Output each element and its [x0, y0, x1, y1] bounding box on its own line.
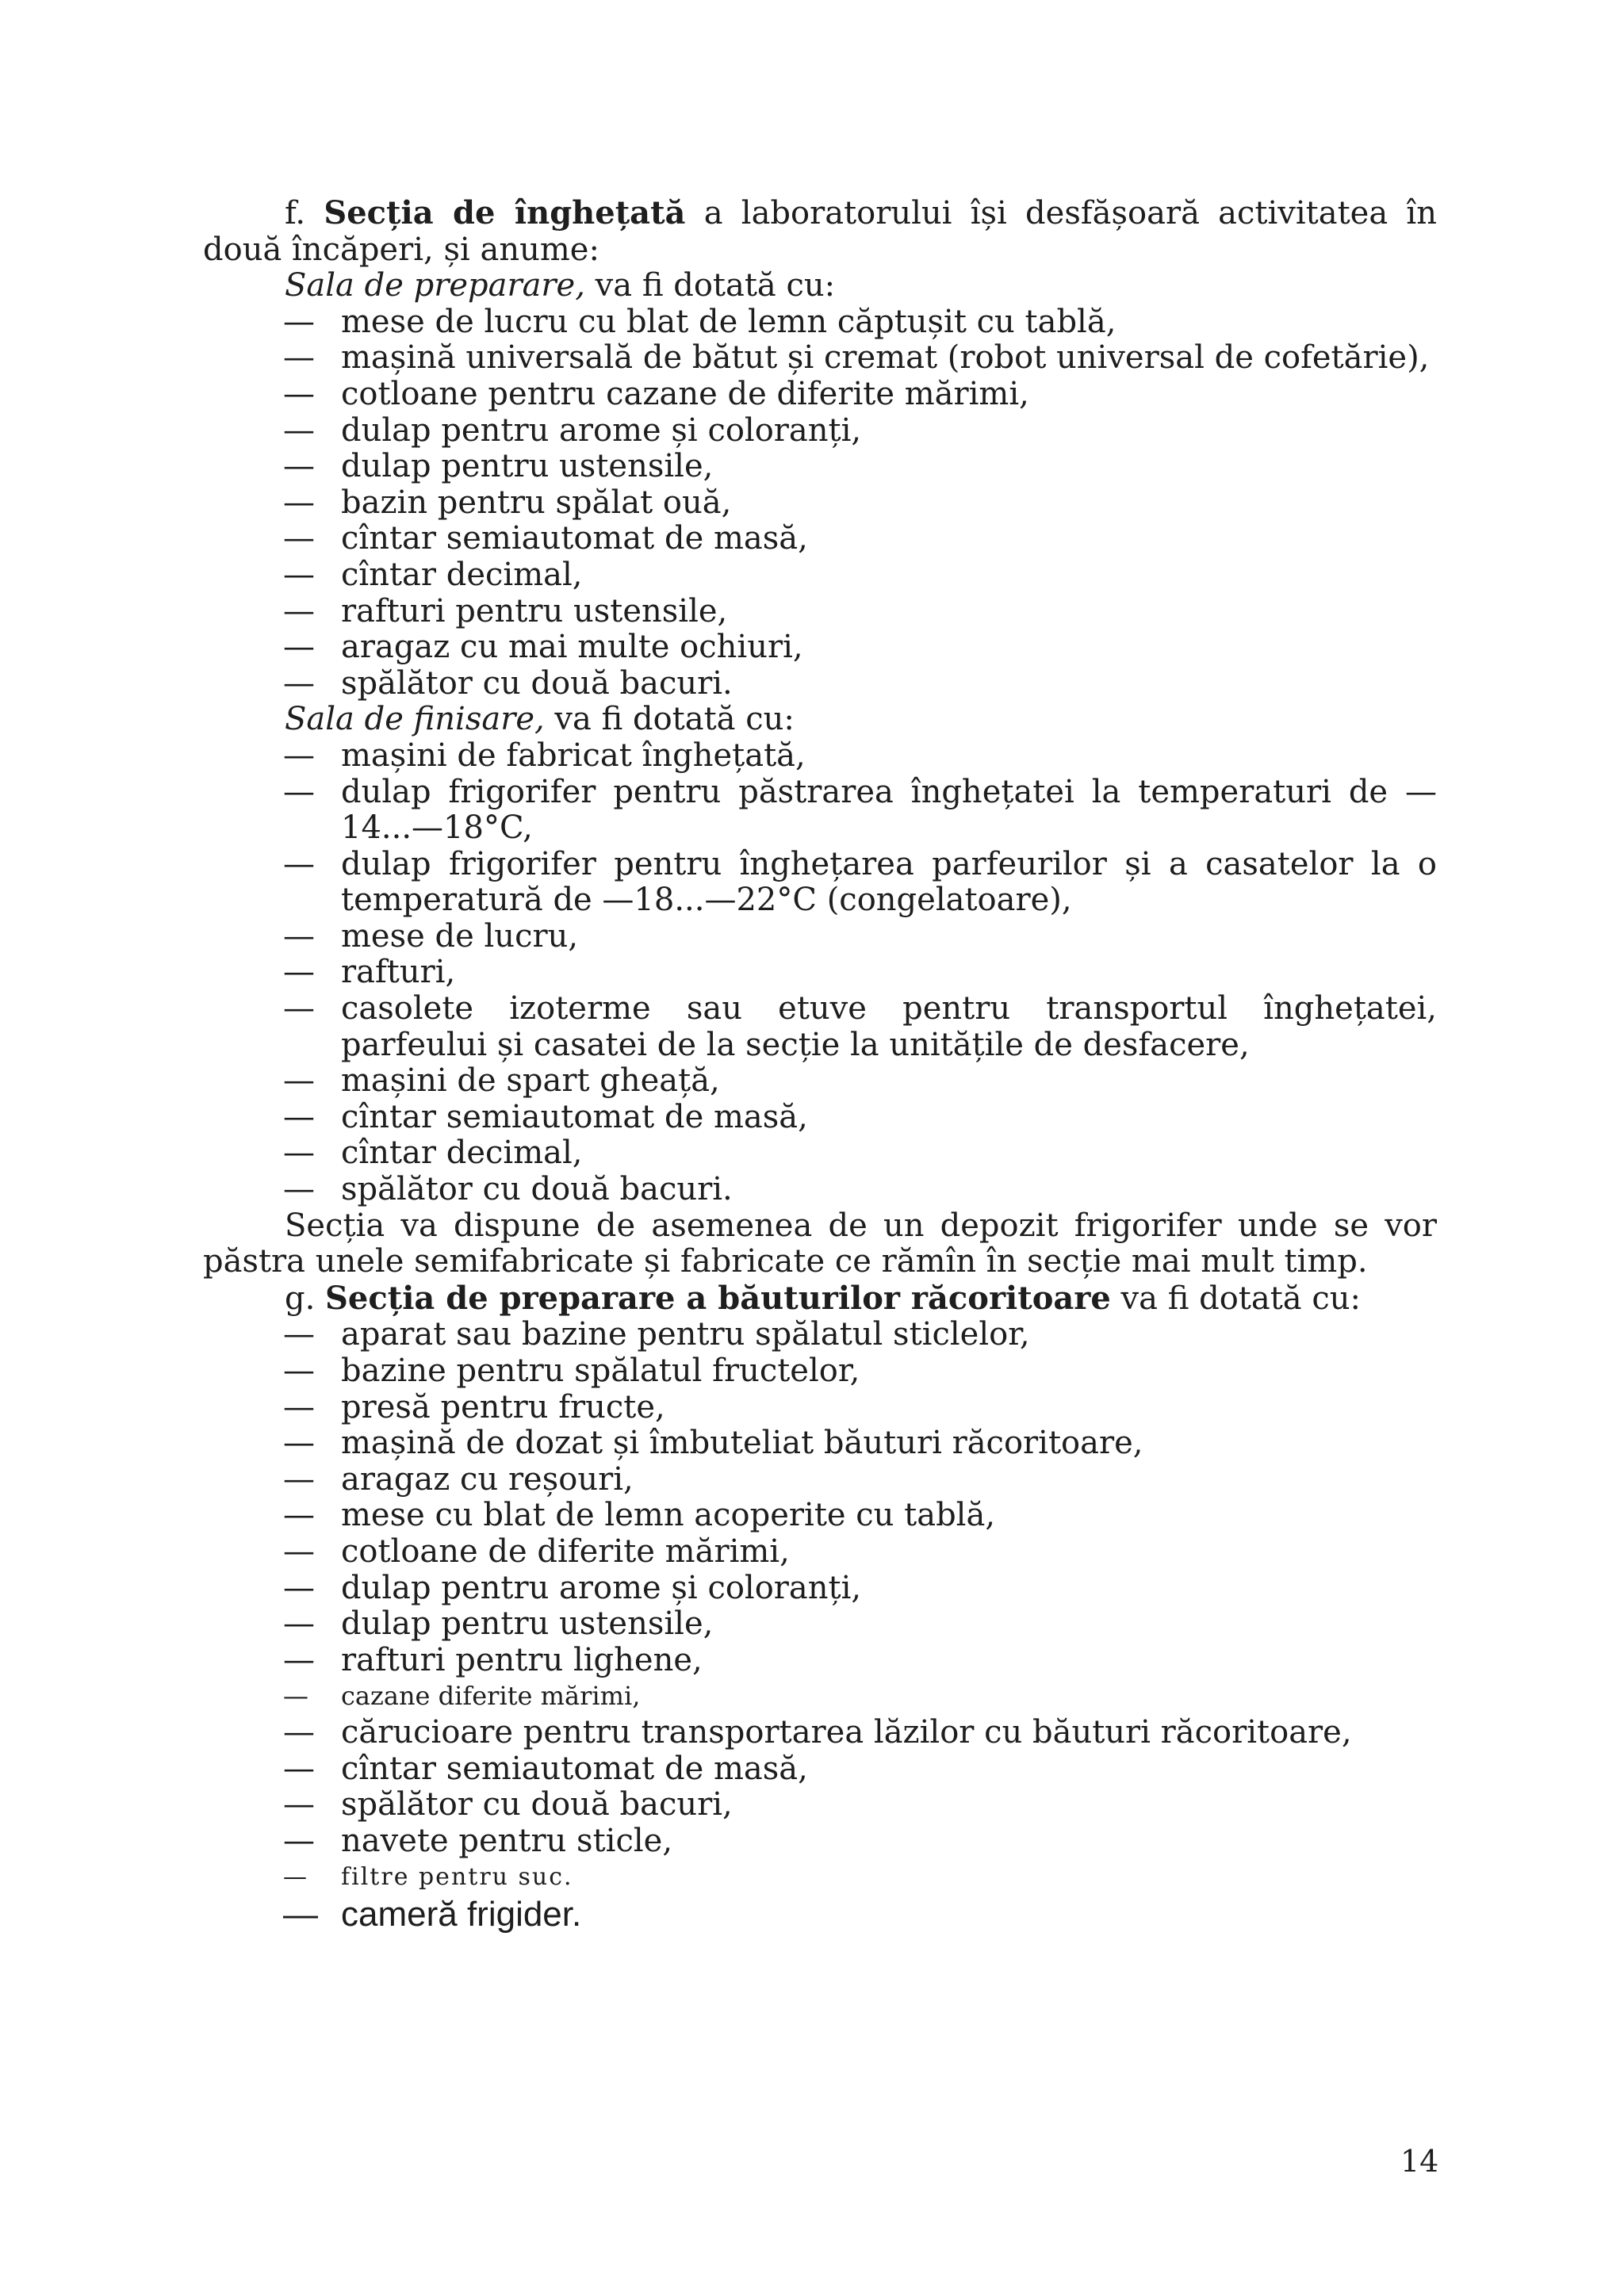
section-f-letter: f. — [285, 195, 306, 232]
list-item: — rafturi pentru ustensile, — [283, 594, 1437, 630]
list-item: — aparat sau bazine pentru spălatul sticlelor, — [283, 1317, 1437, 1353]
list-item: — mese de lucru cu blat de lemn căptușit cu tablă, — [283, 304, 1437, 341]
sala-finisare-label: Sala de finisare, — [285, 701, 545, 738]
list-item: — cotloane pentru cazane de diferite mărimi, — [283, 377, 1437, 413]
list-item: — spălător cu două bacuri. — [283, 666, 1437, 702]
list-item: — cîntar semiautomat de masă, — [283, 1751, 1437, 1788]
list-item: — cîntar decimal, — [283, 1135, 1437, 1172]
list-item: — filtre pentru suc. — [283, 1859, 1437, 1896]
list-item: — cameră frigider. — [283, 1896, 1437, 1934]
list-item: — mașini de spart gheață, — [283, 1063, 1437, 1100]
section-g-list — [203, 1317, 1437, 1934]
list-item: — mașini de fabricat înghețată, — [283, 738, 1437, 775]
list-item: — cazane diferite mărimi, — [283, 1678, 1437, 1715]
section-g-intro-text: va fi dotată cu: — [1110, 1280, 1361, 1317]
page-number: 14 — [1400, 2144, 1439, 2179]
list-item: — aragaz cu mai multe ochiuri, — [283, 629, 1437, 666]
sala-preparare-list — [203, 304, 1437, 702]
list-item: — dulap frigorifer pentru înghețarea parfeurilor și a casatelor la o temperatură de —18...—22°C (congelatoare), — [283, 847, 1437, 919]
list-item: — cîntar decimal, — [283, 557, 1437, 594]
list-item: — dulap pentru ustensile, — [283, 449, 1437, 485]
list-item: — casolete izoterme sau etuve pentru transportul înghețatei, parfeului și casatei de la secție la unitățile de desfacere, — [283, 991, 1437, 1063]
list-item: — bazine pentru spălatul fructelor, — [283, 1353, 1437, 1390]
list-item: — spălător cu două bacuri, — [283, 1787, 1437, 1823]
list-item: — cotloane de diferite mărimi, — [283, 1534, 1437, 1571]
list-item: — cîntar semiautomat de masă, — [283, 1100, 1437, 1136]
list-item: — mașină de dozat și îmbuteliat băuturi răcoritoare, — [283, 1425, 1437, 1462]
list-item: — presă pentru fructe, — [283, 1390, 1437, 1426]
list-item: — cîntar semiautomat de masă, — [283, 521, 1437, 557]
sala-finisare-heading — [203, 702, 1437, 738]
list-item: — dulap pentru arome și coloranți, — [283, 1571, 1437, 1607]
section-g-intro — [203, 1280, 1437, 1318]
list-item: — aragaz cu reșouri, — [283, 1462, 1437, 1498]
document-page — [203, 195, 1437, 1934]
list-item: — mese de lucru, — [283, 919, 1437, 955]
section-f-intro — [203, 195, 1437, 268]
list-item: — rafturi, — [283, 955, 1437, 991]
list-item: — dulap frigorifer pentru păstrarea înghețatei la temperaturi de —14...—18°C, — [283, 775, 1437, 847]
section-f-closing: Secția va dispune de asemenea de un depozit frigorifer unde se vor păstra unele semifabricate și fabricate ce rămîn în secție mai mult timp. — [203, 1207, 1437, 1280]
section-g-letter: g. — [285, 1280, 316, 1317]
sala-finisare-rest: va fi dotată cu: — [544, 701, 795, 738]
sala-preparare-heading — [203, 268, 1437, 304]
sala-preparare-label: Sala de preparare, — [285, 267, 585, 304]
list-item: — bazin pentru spălat ouă, — [283, 485, 1437, 522]
list-item: — mașină universală de bătut și cremat (robot universal de cofetărie), — [283, 340, 1437, 377]
section-f-intro-text: a laboratorului își desfășoară activitatea în două încăperi, și anume: — [203, 195, 1437, 268]
list-item: — cărucioare pentru transportarea lăzilor cu băuturi răcoritoare, — [283, 1715, 1437, 1751]
list-item: — mese cu blat de lemn acoperite cu tablă, — [283, 1498, 1437, 1534]
sala-finisare-list — [203, 738, 1437, 1208]
list-item: — rafturi pentru lighene, — [283, 1643, 1437, 1679]
section-g-title: Secția de preparare a băuturilor răcoritoare — [325, 1279, 1111, 1317]
list-item: — dulap pentru arome și coloranți, — [283, 413, 1437, 450]
list-item: — dulap pentru ustensile, — [283, 1606, 1437, 1643]
list-item: — navete pentru sticle, — [283, 1823, 1437, 1860]
sala-preparare-rest: va fi dotată cu: — [584, 267, 836, 304]
list-item: — spălător cu două bacuri. — [283, 1172, 1437, 1208]
section-f-title: Secția de înghețată — [324, 194, 686, 232]
